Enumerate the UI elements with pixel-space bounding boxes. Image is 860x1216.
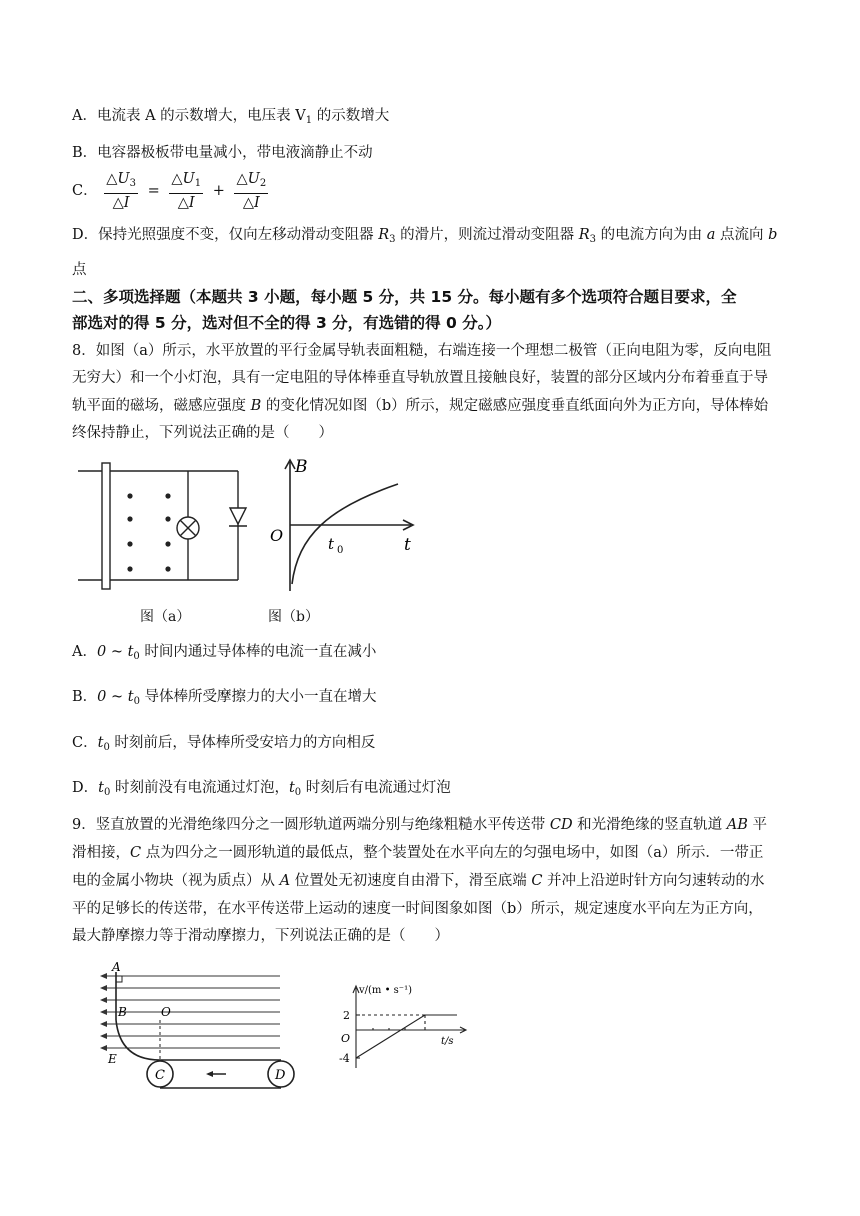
svg-text:E: E <box>108 1052 117 1066</box>
fraction-u1: $\frac{\triangle U_1}{\triangle I}$ <box>171 171 202 211</box>
svg-text:D: D <box>275 1068 286 1083</box>
q8-figure-b <box>268 456 428 596</box>
q7-option-c: C． $\frac{\triangle U_3}{\triangle I}$ = $\frac{\triangle U_1}{\triangle I}$ + $\frac{\triangle U_2}{\triangle I}$ <box>72 171 267 211</box>
graph-origin: O <box>270 526 284 545</box>
q8-option-c: C．$t_0$ 时刻前后，导体棒所受安培力的方向相反 <box>72 735 376 753</box>
arrow-left-icon <box>206 1071 213 1077</box>
section-heading: 二、多项选择题（本题共 3 小题，每小题 5 分，共 15 分。每小题有多个选项符合题目要求，全 <box>72 288 737 306</box>
diode-icon <box>229 508 247 526</box>
svg-text:t/s: t/s <box>441 1036 454 1047</box>
q8-option-d: D．$t_0$ 时刻前没有电流通过灯泡，$t_0$ 时刻后有电流通过灯泡 <box>72 780 451 798</box>
svg-text:v/(m • s⁻¹): v/(m • s⁻¹) <box>359 985 412 996</box>
svg-text:O: O <box>341 1032 351 1045</box>
fraction-u3: $\frac{\triangle U_3}{\triangle I}$ <box>106 171 136 211</box>
q8-figure-a <box>78 456 258 596</box>
caption-a: 图（a） <box>140 609 191 625</box>
section-heading-cont: 部选对的得 5 分，选对但不全的得 3 分，有选错的得 0 分。） <box>72 314 501 332</box>
q9-stem-3: 电的金属小物块（视为质点）从 A 位置处无初速度自由滑下，滑至底端 C 并冲上沿逆时针方向匀速转动的水 <box>72 873 765 889</box>
q8-stem-3: 轨平面的磁场，磁感应强度 B 的变化情况如图（b）所示，规定磁感应强度垂直纸面向外为正方向，导体棒始 <box>72 398 769 414</box>
svg-text:-4: -4 <box>339 1052 350 1065</box>
caption-b: 图（b） <box>268 609 319 625</box>
q7-option-b: B．电容器极板带电量减小，带电液滴静止不动 <box>72 145 373 161</box>
q8-option-b: B．0 ~ $t_0$ 导体棒所受摩擦力的大小一直在增大 <box>72 689 377 707</box>
q8-stem-1: 8．如图（a）所示，水平放置的平行金属导轨表面粗糙，右端连接一个理想二极管（正向电阻为零，反向电阻 <box>72 343 772 359</box>
q8-stem-2: 无穷大）和一个小灯泡，具有一定电阻的导体棒垂直导轨放置且接触良好，装置的部分区域内分布着垂直于导 <box>72 370 768 386</box>
svg-text:C: C <box>155 1068 165 1083</box>
q8-option-a: A．0 ~ $t_0$ 时间内通过导体棒的电流一直在减小 <box>72 644 377 662</box>
q9-stem-1: 9．竖直放置的光滑绝缘四分之一圆形轨道两端分别与绝缘粗糙水平传送带 CD 和光滑绝缘的竖直轨道 AB 平 <box>72 817 768 833</box>
q8-stem-4: 终保持静止，下列说法正确的是（ ） <box>72 425 333 441</box>
q9-figure-b <box>335 980 475 1070</box>
graph-x-label: t <box>404 535 411 555</box>
q9-stem-5: 最大静摩擦力等于滑动摩擦力，下列说法正确的是（ ） <box>72 928 449 944</box>
q9-stem-4: 平的足够长的传送带，在水平传送带上运动的速度一时间图象如图（b）所示，规定速度水平向左为正方向， <box>72 901 763 917</box>
graph-t0: t <box>328 535 335 553</box>
svg-text:O: O <box>161 1005 171 1019</box>
svg-text:B: B <box>118 1005 127 1019</box>
fraction-u2: $\frac{\triangle U_2}{\triangle I}$ <box>236 171 267 211</box>
graph-t0-sub: 0 <box>337 545 344 556</box>
svg-text:A: A <box>112 960 121 974</box>
graph-y-label: B <box>295 457 308 477</box>
svg-text:2: 2 <box>343 1009 350 1022</box>
q9-stem-2: 滑相接，C 点为四分之一圆形轨道的最低点，整个装置处在水平向左的匀强电场中，如图（a）所示．一带正 <box>72 845 764 861</box>
q7-option-a: A．电流表 A 的示数增大，电压表 $V_1$ 的示数增大 <box>72 108 390 126</box>
q9-figure-a <box>98 960 308 1095</box>
q7-option-d-cont: 点 <box>72 262 87 278</box>
q7-option-d: D．保持光照强度不变，仅向左移动滑动变阻器 $R_3$ 的滑片，则流过滑动变阻器 $R_3$ 的电流方向为由 a 点流向 b <box>72 227 778 245</box>
